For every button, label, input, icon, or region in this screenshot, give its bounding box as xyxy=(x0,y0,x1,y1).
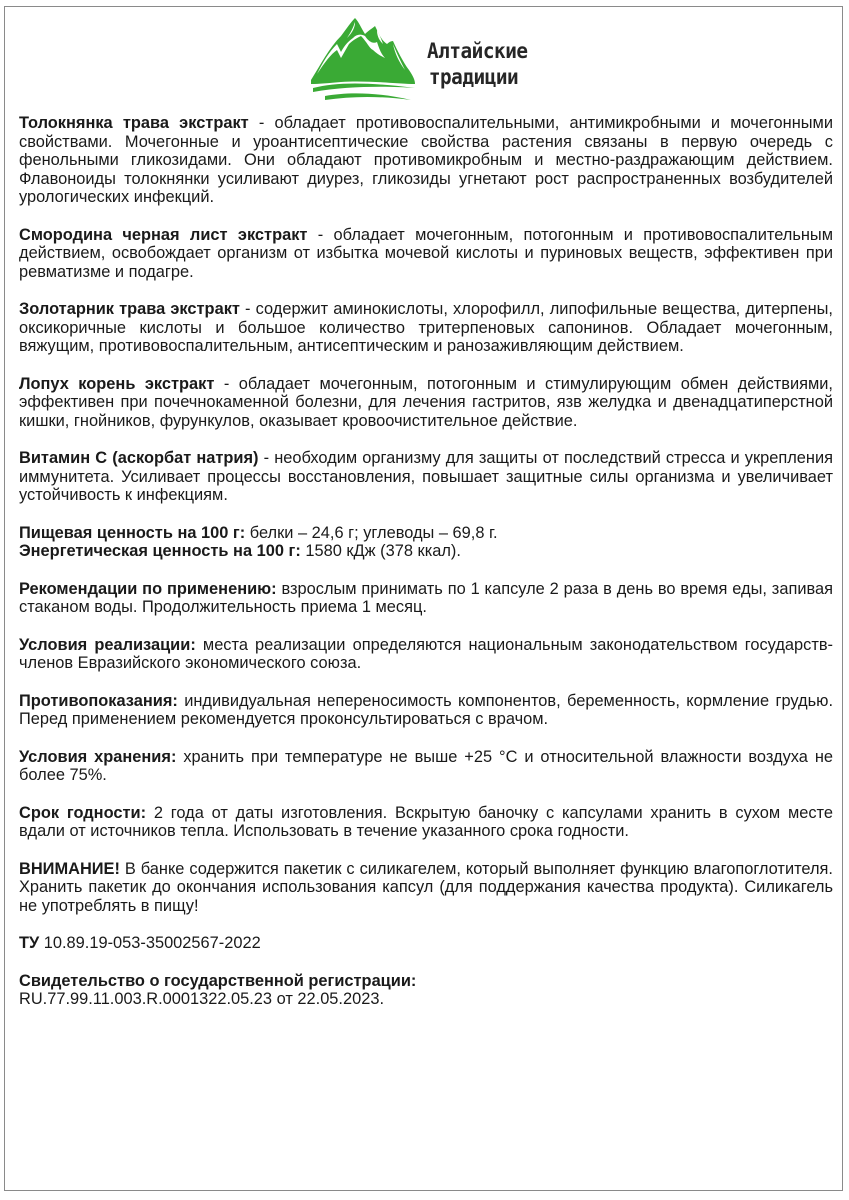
label-content xyxy=(19,114,833,1009)
info-text: хранить при температуре не выше +25 °С и относительной влажности воздуха не более 75%. xyxy=(19,747,834,784)
info-label: ВНИМАНИЕ! xyxy=(19,859,120,878)
ingredient-vitamin-c xyxy=(19,449,833,505)
ingredient-title: Толокнянка трава экстракт xyxy=(19,114,249,132)
nutrition-energy-value: 1580 кДж (378 ккал). xyxy=(300,542,461,560)
info-storage xyxy=(19,748,833,785)
info-label: Срок годности: xyxy=(19,803,147,822)
ingredient-lopukh xyxy=(19,375,833,431)
ingredient-text: - обладает мочегонным, потогонным и противовоспалительным действием, освобождает организм от избытка мочевой кислоты и пуриновых веществ, эффективен при ревматизме и подагре. xyxy=(19,225,833,281)
ingredient-smorodina xyxy=(19,226,833,282)
ingredient-text: - содержит аминокислоты, хлорофилл, липофильные вещества, дитерпены, оксикоричные кислоты и большое количество тритерпеновых сапонинов. Обладает мочегонным, вяжущим, противовоспалительным, антисептическим и ранозаживляющим действием. xyxy=(19,300,833,355)
nutrition-food-label: Пищевая ценность на 100 г: xyxy=(19,523,246,542)
info-label: Рекомендации по применению: xyxy=(19,579,277,598)
info-sale xyxy=(19,636,833,673)
ingredient-title: Витамин С (аскорбат натрия) xyxy=(19,449,259,467)
ingredient-text: - обладает противовоспалительными, антимикробными и мочегонными свойствами. Мочегонные и уроантисептические свойства растения связаны в первую очередь с фенольными гликозидами. Они обладают противомикробным и местно-раздражающим действием. Флавоноиды толокнянки усиливают диурез, гликозиды угнетают рост распространенных возбудителей урологических инфекций. xyxy=(19,114,833,206)
info-text: места реализации определяются национальным законодательством государств-членов Евразийского экономического союза. xyxy=(19,635,833,672)
info-text: В банке содержится пакетик с силикагелем, который выполняет функцию влагопоглотителя. Хранить пакетик до окончания использования капсул (для поддержания качества продукта). Силикагель не употреблять в пищу! xyxy=(19,859,833,915)
nutrition-food xyxy=(19,524,833,543)
brand-logo xyxy=(307,14,547,106)
ingredient-zolotarnik xyxy=(19,300,833,356)
nutrition-energy-label: Энергетическая ценность на 100 г: xyxy=(19,542,301,560)
info-label: Условия хранения: xyxy=(19,747,177,766)
mountain-icon xyxy=(307,14,422,106)
brand-name-line2: традиции xyxy=(428,65,519,89)
tech-spec xyxy=(19,934,833,953)
info-shelf-life xyxy=(19,804,833,841)
ingredient-title: Смородина черная лист экстракт xyxy=(19,225,308,244)
registration-label: Свидетельство о государственной регистрации: xyxy=(19,971,417,990)
ingredient-text: - обладает мочегонным, потогонным и стимулирующим обмен действиями, эффективен при почечнокаменной болезни, для лечения гастритов, язв желудка и двенадцатиперстной кишки, гнойников, фурункулов, оказывает кровоочистительное действие. xyxy=(19,374,833,430)
info-text: индивидуальная непереносимость компонентов, беременность, кормление грудью. Перед применением рекомендуется проконсультироваться с врачом. xyxy=(19,691,833,728)
nutrition-food-value: белки – 24,6 г; углеводы – 69,8 г. xyxy=(245,523,498,542)
ingredient-title: Золотарник трава экстракт xyxy=(19,300,240,318)
info-label: Условия реализации: xyxy=(19,635,196,654)
nutrition-energy xyxy=(19,542,833,561)
ingredient-tolokn xyxy=(19,114,833,207)
info-text: 2 года от даты изготовления. Вскрытую баночку с капсулами хранить в сухом месте вдали от источников тепла. Использовать в течение указанного срока годности. xyxy=(19,803,833,840)
tech-spec-label: ТУ xyxy=(19,934,40,952)
registration-value: RU.77.99.11.003.R.0001322.05.23 от 22.05.2023. xyxy=(19,990,384,1008)
brand-name-line1: Алтайские xyxy=(427,39,528,63)
ingredient-text: - необходим организму для защиты от последствий стресса и укрепления иммунитета. Усиливает процессы восстановления, повышает защитные силы организма и увеличивает устойчивость к инфекциям. xyxy=(19,449,833,504)
registration xyxy=(19,972,833,991)
tech-spec-value: 10.89.19-053-35002567-2022 xyxy=(39,934,261,952)
info-usage xyxy=(19,580,833,617)
info-warning xyxy=(19,860,833,916)
ingredient-title: Лопух корень экстракт xyxy=(19,374,215,393)
info-contraindications xyxy=(19,692,833,729)
info-text: взрослым принимать по 1 капсуле 2 раза в день во время еды, запивая стаканом воды. Продолжительность приема 1 месяц. xyxy=(19,579,833,616)
brand-name xyxy=(427,38,528,90)
info-label: Противопоказания: xyxy=(19,691,178,710)
